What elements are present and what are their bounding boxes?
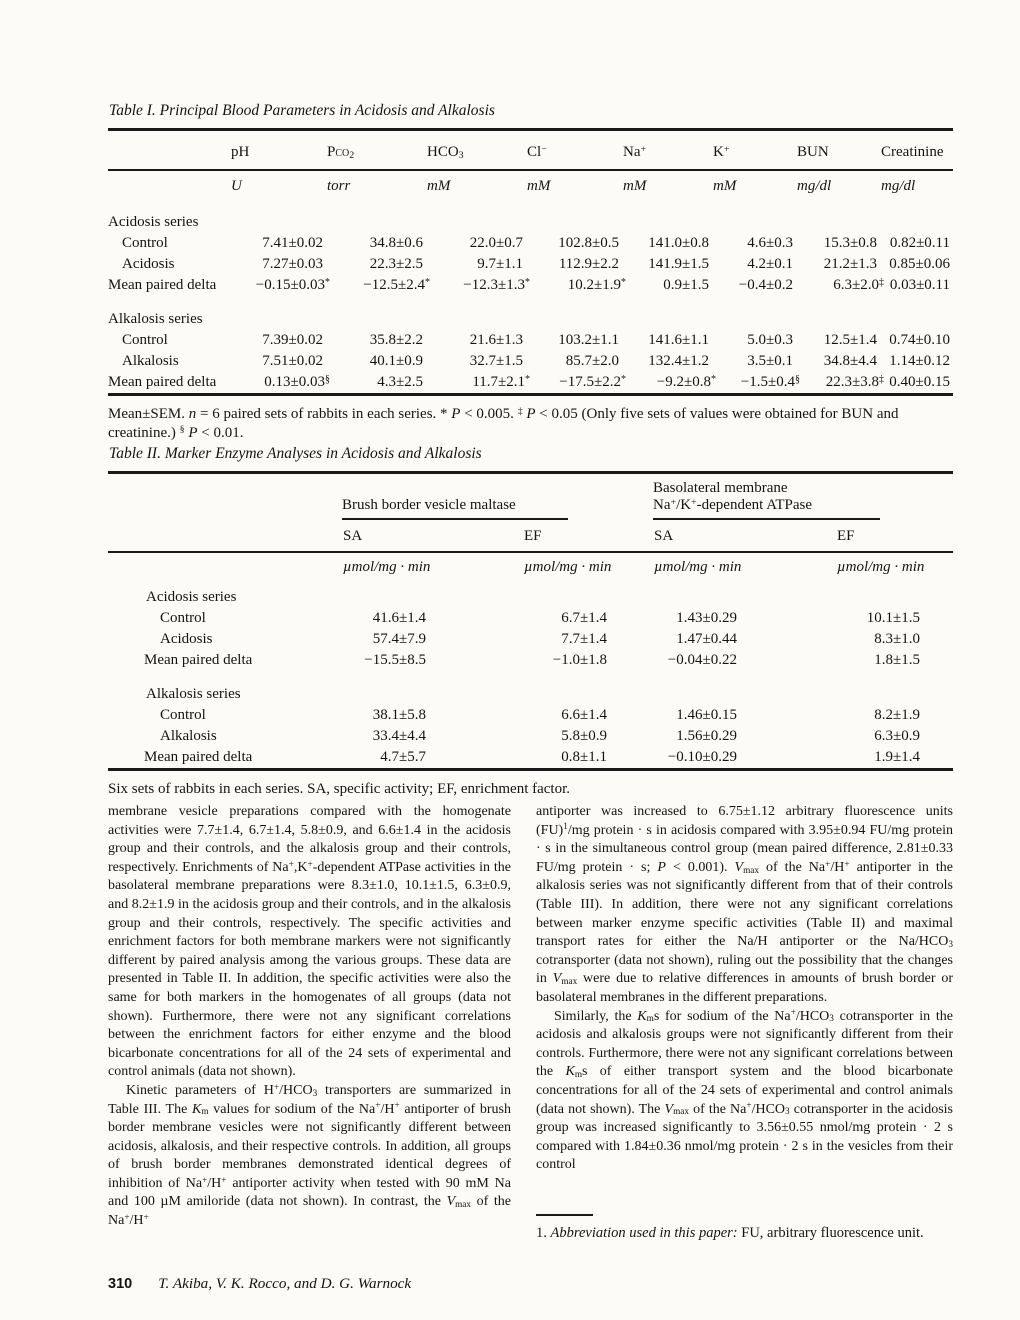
column-header-empty	[108, 520, 342, 552]
value: 1.43±0.29	[676, 610, 737, 626]
table2-block	[108, 444, 953, 799]
column-header-ef: EF	[523, 520, 653, 552]
paragraph: Kinetic parameters of $H^+/HCO_3$ transporters are summarized in Table III. The $K_m$ values for sodium of the Na+/H+ antiporter of brush border membrane vesicles were not significantly different between acidosis, alkalosis, and their respective controls. In addition, all groups of brush border membranes demonstrated identical degrees of inhibition of Na+/H+ antiporter activity when tested with 90 mM Na and 100 µM amiloride (data not shown). In contrast, the $V_{max}$ of the Na+/H+	[108, 1081, 511, 1229]
table-cell	[523, 629, 653, 650]
table-cell	[836, 608, 953, 629]
table-cell: −12.5±2.4*	[363, 276, 430, 293]
spanner-basolateral	[653, 473, 953, 521]
table-cell	[342, 747, 523, 770]
section-label: Acidosis series	[146, 589, 237, 605]
value: 1.8±1.5	[874, 652, 920, 668]
row-label: Mean paired delta	[108, 277, 217, 293]
table-cell: 141.6±1.1	[648, 332, 709, 348]
table-cell	[653, 747, 836, 770]
table-row	[108, 254, 953, 275]
table-row	[108, 351, 953, 372]
spanner-label: Brush border vesicle maltase	[342, 497, 568, 520]
column-header-k: K+	[712, 130, 796, 171]
table-cell	[342, 726, 523, 747]
table-cell	[836, 726, 953, 747]
table-cell: 7.39±0.02	[262, 332, 323, 348]
table-cell: 22.3±3.8‡	[825, 373, 884, 390]
table1-units-row	[108, 170, 953, 205]
table-cell	[836, 747, 953, 770]
value: 6.7±1.4	[561, 610, 607, 626]
table-row	[108, 650, 953, 671]
table-cell: 112.9±2.2	[558, 256, 619, 272]
table-cell: 22.0±0.7	[469, 235, 523, 251]
table-cell	[523, 705, 653, 726]
footnote-block	[536, 1214, 953, 1243]
row-label: Control	[122, 235, 168, 251]
value: −15.5±8.5	[364, 652, 426, 668]
table-cell	[653, 629, 836, 650]
unit-cell: mM	[713, 178, 737, 194]
row-label: Control	[122, 332, 168, 348]
column-header-empty	[108, 130, 230, 171]
table2-footnote: Six sets of rabbits in each series. SA, specific activity; EF, enrichment factor.	[108, 781, 571, 797]
column-header-sa: SA	[342, 520, 523, 552]
value: 10.1±1.5	[866, 610, 920, 626]
table1-footnote: Mean±SEM. n = 6 paired sets of rabbits in each series. * P < 0.005. ‡ P < 0.05 (Only five sets of values were obtained for BUN and creatinine.) § P < 0.01.	[108, 405, 899, 441]
table-cell: 34.8±4.4	[823, 353, 877, 369]
table1-block	[108, 101, 953, 442]
column-header-sa: SA	[653, 520, 836, 552]
value: 33.4±4.4	[372, 728, 426, 744]
table-row	[108, 275, 953, 296]
table-cell	[342, 608, 523, 629]
value: −0.04±0.22	[667, 652, 737, 668]
section-label: Acidosis series	[108, 214, 199, 230]
table-cell: 35.8±2.2	[369, 332, 423, 348]
table-cell: 7.41±0.02	[262, 235, 323, 251]
table-cell: 4.2±0.1	[747, 256, 793, 272]
table-cell	[523, 650, 653, 671]
value: 1.46±0.15	[676, 707, 737, 723]
table-cell	[836, 629, 953, 650]
spanner-label-line1: Basolateral membrane	[653, 480, 788, 496]
table-cell: −0.4±0.2	[738, 277, 793, 293]
page-number: 310	[108, 1276, 133, 1292]
table-cell	[523, 608, 653, 629]
spanner-brush-border	[342, 473, 653, 521]
table-row	[108, 330, 953, 351]
table-cell: 0.85±0.06	[889, 256, 950, 272]
unit-cell	[108, 552, 342, 580]
unit-cell: µmol/mg · min	[524, 559, 612, 575]
unit-cell: mM	[427, 178, 451, 194]
table-cell: 102.8±0.5	[558, 235, 619, 251]
value: 8.3±1.0	[874, 631, 920, 647]
table2	[108, 471, 953, 771]
table-cell	[836, 705, 953, 726]
paragraph: Similarly, the $K_ms$ for sodium of the $Na^+/HCO_3$ cotransporter in the acidosis and alkalosis groups were not significantly different from their controls. Furthermore, there were not any significant correlations between the $K_ms$ of either transport system and the blood bicarbonate concentrations for all of the 24 sets of experimental and control animals (data not shown). The $V_{max}$ of the $Na^+/HCO_3$ cotransporter in the acidosis group was increased significantly to 3.56±0.55 nmol/mg protein · 2 s compared with 1.84±0.36 nmol/mg protein · 2 s in the vesicles from their control	[536, 1007, 954, 1173]
table-cell	[653, 608, 836, 629]
unit-cell: U	[231, 178, 242, 194]
table-cell: 15.3±0.8	[823, 235, 877, 251]
column-header-pco2: Pco$_2$	[326, 130, 426, 171]
table-cell: 0.82±0.11	[889, 235, 950, 251]
table-cell: 85.7±2.0	[565, 353, 619, 369]
table-section-row	[108, 671, 953, 705]
unit-cell: mM	[623, 178, 647, 194]
row-label: Mean paired delta	[144, 749, 253, 765]
table-cell: 9.7±1.1	[477, 256, 523, 272]
table-cell: 0.13±0.03§	[264, 373, 330, 390]
value: 5.8±0.9	[561, 728, 607, 744]
value: 6.6±1.4	[561, 707, 607, 723]
value: 1.56±0.29	[676, 728, 737, 744]
table2-subheader-row	[108, 520, 953, 552]
table-cell: 103.2±1.1	[558, 332, 619, 348]
column-header-bun: BUN	[796, 130, 880, 171]
table-row	[108, 608, 953, 629]
table-cell: −1.5±0.4§	[740, 373, 800, 390]
table-cell: 0.74±0.10	[889, 332, 950, 348]
paragraph: membrane vesicle preparations compared with the homogenate activities were 7.7±1.4, 6.7±1.4, 5.8±0.9, and 6.6±1.4 in the acidosis group and their controls, and the alkalosis group and their controls, respectively. Enrichments of Na+,K+-dependent ATPase activities in the basolateral membrane preparations were 8.3±1.0, 10.1±1.5, 6.3±0.9, and 8.2±1.9 in the acidosis group and their controls, and in the alkalosis group and their controls, respectively. The specific activities and enrichment factors for both membrane markers were not significantly different by paired analysis among the various groups. These data are presented in Table II. In addition, the specific activities were also the same for both markers in the homogenates of all groups (data not shown). Furthermore, there were not any significant correlations between the enrichment factors for either enzyme and the blood bicarbonate concentrations for all of the 24 sets of experimental and control animals (data not shown).	[108, 804, 511, 1080]
table-cell	[653, 726, 836, 747]
table-row	[108, 726, 953, 747]
table-row	[108, 233, 953, 254]
unit-cell: mM	[527, 178, 551, 194]
value: −1.0±1.8	[552, 652, 607, 668]
table1-header-row	[108, 130, 953, 171]
spanner-label-line2: Na+/K+-dependent ATPase	[653, 496, 813, 513]
value: 4.7±5.7	[380, 749, 426, 765]
value: 57.4±7.9	[372, 631, 426, 647]
table2-units-row	[108, 552, 953, 580]
row-label: Acidosis	[160, 631, 213, 647]
table-section-row	[108, 580, 953, 608]
table-cell: 22.3±2.5	[369, 256, 423, 272]
table-cell: 1.14±0.12	[889, 353, 950, 369]
column-header-na: Na+	[622, 130, 712, 171]
table-row	[108, 705, 953, 726]
value: 1.47±0.44	[676, 631, 737, 647]
table-cell: −0.15±0.03*	[255, 276, 330, 293]
value: 6.3±0.9	[874, 728, 920, 744]
table1	[108, 128, 953, 396]
table-cell: 21.6±1.3	[469, 332, 523, 348]
table-cell: 141.0±0.8	[648, 235, 709, 251]
table-cell: 6.3±2.0‡	[833, 276, 884, 293]
table-section-row	[108, 205, 953, 233]
unit-cell: µmol/mg · min	[343, 559, 431, 575]
unit-cell: mg/dl	[881, 178, 916, 194]
row-label: Alkalosis	[122, 353, 179, 369]
row-label: Acidosis	[122, 256, 175, 272]
table-cell	[523, 726, 653, 747]
table-cell: 40.1±0.9	[369, 353, 423, 369]
paragraph: antiporter was increased to 6.75±1.12 arbitrary fluorescence units (FU)$^1$/mg protein · s in acidosis compared with 3.95±0.94 FU/mg protein · s in the simultaneous control group (mean paired difference, 2.81±0.33 FU/mg protein · s; P < 0.001). $V_{max}$ of the Na+/H+ antiporter in the alkalosis series was not significantly different from that of their controls (Table III). In addition, there were not any significant correlations between marker enzyme specific activities (Table II) and maximal transport rates for either the Na/H antiporter or the $Na/HCO_3$ cotransporter (data not shown), ruling out the possibility that the changes in $V_{max}$ were due to relative differences in amounts of brush border or basolateral membranes in the different preparations.	[536, 804, 954, 1005]
value: 8.2±1.9	[874, 707, 920, 723]
table-cell	[523, 747, 653, 770]
table-cell: 0.40±0.15	[889, 374, 950, 390]
table-cell: 0.03±0.11	[889, 277, 950, 293]
table-cell: 7.27±0.03	[262, 256, 323, 272]
unit-cell: mg/dl	[797, 178, 832, 194]
row-label: Alkalosis	[160, 728, 217, 744]
table-cell: −12.3±1.3*	[463, 276, 530, 293]
table-cell	[342, 629, 523, 650]
running-authors: T. Akiba, V. K. Rocco, and D. G. Warnock	[158, 1275, 412, 1292]
section-label: Alkalosis series	[108, 311, 203, 327]
unit-cell: µmol/mg · min	[837, 559, 925, 575]
table-cell: 5.0±0.3	[747, 332, 793, 348]
table-cell: 0.9±1.5	[663, 277, 709, 293]
body-left-column	[108, 803, 511, 1231]
table-cell: 132.4±1.2	[648, 353, 709, 369]
unit-cell: torr	[327, 178, 351, 194]
spanner-empty	[108, 473, 342, 521]
page-footer	[108, 1275, 411, 1293]
table-cell: 141.9±1.5	[648, 256, 709, 272]
column-header-cl: Cl−	[526, 130, 622, 171]
footnote-rule	[536, 1214, 593, 1216]
table-row	[108, 747, 953, 770]
value: −0.10±0.29	[667, 749, 737, 765]
table-row	[108, 372, 953, 395]
table-cell: 32.7±1.5	[469, 353, 523, 369]
value: 38.1±5.8	[372, 707, 426, 723]
unit-cell: µmol/mg · min	[654, 559, 742, 575]
table-cell: −9.2±0.8*	[656, 373, 716, 390]
row-label: Control	[160, 610, 206, 626]
row-label: Control	[160, 707, 206, 723]
table-cell: 4.6±0.3	[747, 235, 793, 251]
table-cell: 12.5±1.4	[823, 332, 877, 348]
column-header-ph: pH	[230, 130, 326, 171]
table-cell: 7.51±0.02	[262, 353, 323, 369]
table-row	[108, 629, 953, 650]
table-cell: −17.5±2.2*	[559, 373, 626, 390]
table-cell: 11.7±2.1*	[472, 373, 530, 390]
table-cell	[342, 650, 523, 671]
table2-title: Table II. Marker Enzyme Analyses in Acidosis and Alkalosis	[109, 445, 482, 462]
table-cell: 34.8±0.6	[369, 235, 423, 251]
table2-spanner-row	[108, 473, 953, 521]
column-header-ef: EF	[836, 520, 953, 552]
unit-cell	[108, 170, 230, 205]
value: 41.6±1.4	[372, 610, 426, 626]
table-cell: 3.5±0.1	[747, 353, 793, 369]
table-cell	[653, 650, 836, 671]
table-cell: 10.2±1.9*	[567, 276, 626, 293]
table-cell: 4.3±2.5	[377, 374, 423, 390]
row-label: Mean paired delta	[108, 374, 217, 390]
section-label: Alkalosis series	[146, 686, 241, 702]
value: 0.8±1.1	[561, 749, 607, 765]
table-cell	[836, 650, 953, 671]
table-section-row	[108, 296, 953, 330]
value: 7.7±1.4	[561, 631, 607, 647]
table-cell	[653, 705, 836, 726]
column-header-hco3: $HCO_3$	[426, 130, 526, 171]
table-cell	[342, 705, 523, 726]
value: 1.9±1.4	[874, 749, 920, 765]
column-header-creatinine: Creatinine	[880, 130, 953, 171]
row-label: Mean paired delta	[144, 652, 253, 668]
table-cell: 21.2±1.3	[823, 256, 877, 272]
body-right-column	[536, 803, 953, 1175]
table1-title: Table I. Principal Blood Parameters in Acidosis and Alkalosis	[109, 102, 495, 119]
footnote-text: 1. Abbreviation used in this paper: FU, arbitrary fluorescence unit.	[536, 1225, 924, 1241]
